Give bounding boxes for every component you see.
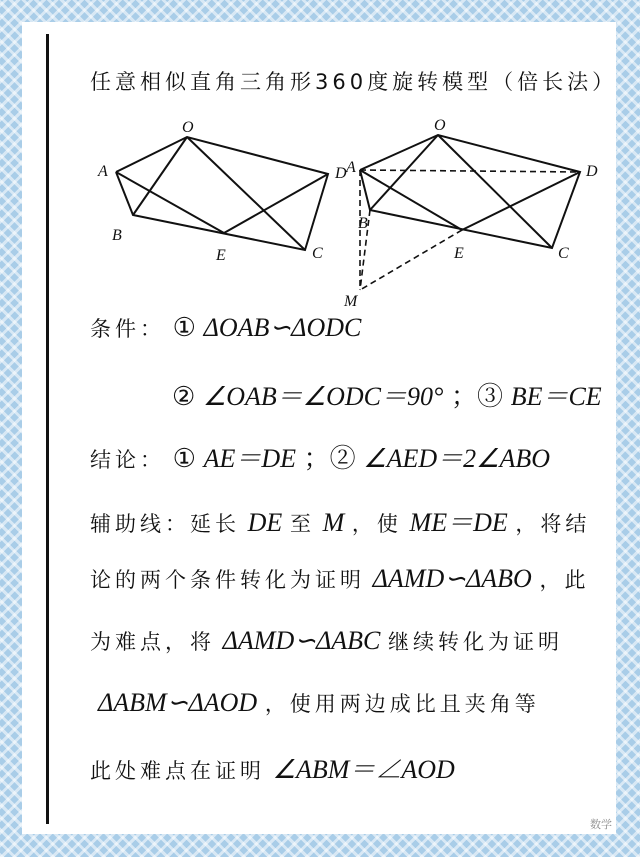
fig2-label-a: A <box>346 159 356 176</box>
aux-math-abm-aod: ΔABM∽ΔAOD <box>98 688 258 717</box>
aux-text-3b: 继续转化为证明 <box>388 630 564 654</box>
aux-text-3a: 为难点，将 <box>90 630 215 654</box>
aux-text-1a: 辅助线：延长 <box>90 512 240 536</box>
condition-3-expression: BE＝CE <box>510 382 602 411</box>
aux-text-1d: ，将结 <box>515 512 591 536</box>
watermark: 数学 <box>590 818 612 831</box>
fig1-label-e: E <box>216 247 226 264</box>
fig1-label-a: A <box>98 163 108 180</box>
aux-math-de: DE <box>247 508 283 537</box>
figure-1-lines <box>116 137 328 250</box>
condition-1-number: ① <box>172 313 196 342</box>
fig2-label-m: M <box>344 293 358 310</box>
condition-2-expression: ∠OAB＝∠ODC＝90° <box>202 382 444 411</box>
aux-math-me-de: ME＝DE <box>409 508 508 537</box>
aux-text-1b: 至 <box>289 512 315 536</box>
fig2-label-d: D <box>586 163 598 180</box>
aux-text-2b: ，此 <box>539 568 590 592</box>
fig1-label-d: D <box>335 165 347 182</box>
fig1-label-b: B <box>112 227 122 244</box>
conclusion-1-expression: AE＝DE <box>203 444 297 473</box>
aux-line-2 <box>90 564 589 594</box>
figure-2-lines <box>360 135 580 248</box>
conditions-label: 条件： <box>90 317 165 341</box>
fig2-label-e: E <box>454 245 464 262</box>
aux-text-1c: ，使 <box>351 512 402 536</box>
aux-math-m: M <box>322 508 345 537</box>
condition-1-expression: ΔOAB∽ΔODC <box>203 313 362 342</box>
figure-1-diagram <box>92 112 347 264</box>
aux-text-4b: ，使用两边成比且夹角等 <box>264 692 540 716</box>
condition-3-number: ；③ <box>451 382 504 411</box>
document-page <box>22 22 616 834</box>
fig2-label-c: C <box>558 245 569 262</box>
aux-text-5a: 此处难点在证明 <box>90 759 265 783</box>
conclusion-1-number: ① <box>172 444 196 473</box>
conclusions-label: 结论： <box>90 448 165 472</box>
conclusion-2-expression: ∠AED＝2∠ABO <box>363 444 551 473</box>
aux-math-amd-abc: ΔAMD∽ΔABC <box>222 626 381 655</box>
aux-line-1 <box>90 502 590 539</box>
aux-math-amd-abo: ΔAMD∽ΔABO <box>372 564 532 593</box>
aux-text-2a: 论的两个条件转化为证明 <box>90 568 365 592</box>
conclusions-line <box>90 438 550 475</box>
condition-2-number: ② <box>172 382 196 411</box>
fig2-label-o: O <box>434 117 446 134</box>
aux-line-3 <box>90 626 563 656</box>
aux-line-4 <box>98 688 540 718</box>
figure-2-diagram <box>334 110 604 310</box>
fig1-label-o: O <box>182 119 194 136</box>
margin-rule <box>46 34 49 824</box>
conclusion-2-number: ；② <box>303 444 356 473</box>
aux-math-angle-abm-aod: ∠ABM＝∠AOD <box>272 755 455 784</box>
conditions-line-1 <box>90 313 361 343</box>
conditions-line-2 <box>172 376 602 413</box>
aux-line-5 <box>90 749 455 786</box>
fig2-label-b: B <box>358 215 368 232</box>
fig1-label-c: C <box>312 245 323 262</box>
page-title: 任意相似直角三角形360度旋转模型（倍长法） <box>90 70 618 94</box>
